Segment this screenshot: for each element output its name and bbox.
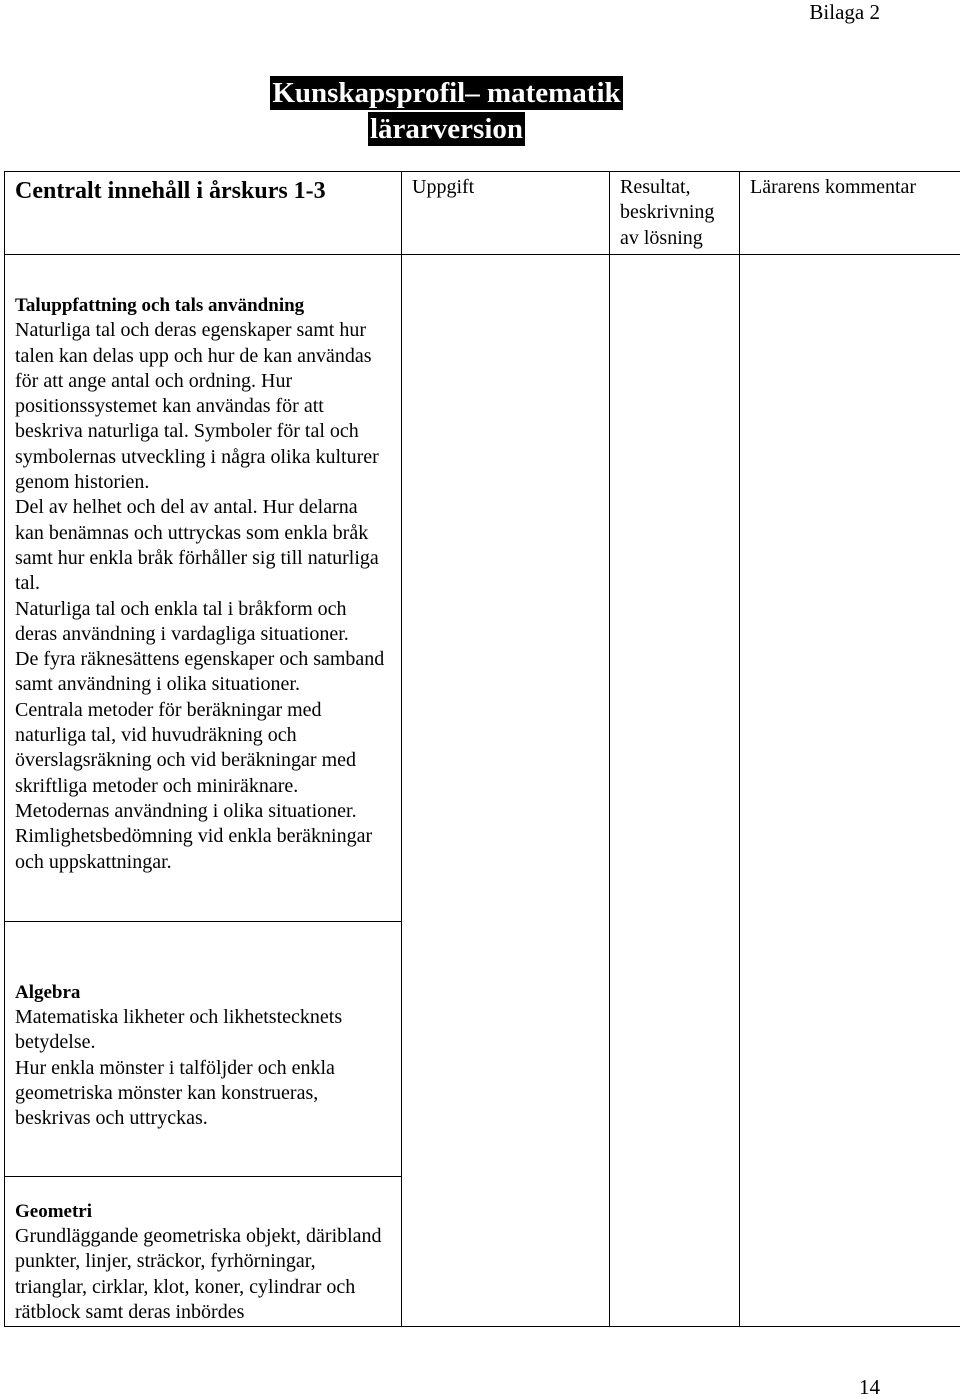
column-header-content: Centralt innehåll i årskurs 1-3 [5,172,402,255]
section-paragraph: Naturliga tal och enkla tal i bråkform och deras användning i vardagliga situationer. [15,597,391,648]
table-header-row [5,172,960,255]
column-header-comment: Lärarens kommentar [740,172,960,255]
column-header-result [610,172,740,255]
section-paragraph: Grundläggande geometriska objekt, däribland punkter, linjer, sträckor, fyrhörningar, trianglar, cirklar, klot, koner, cylindrar och rätblock samt deras inbördes [15,1224,391,1325]
section-paragraph: Matematiska likheter och likhetstecknets betydelse. [15,1005,391,1056]
section-title-number-sense: Taluppfattning och tals användning [15,293,391,318]
content-cell-algebra [5,921,402,1176]
column-header-task: Uppgift [402,172,610,255]
section-paragraph: Del av helhet och del av antal. Hur delarna kan benämnas och uttryckas som enkla bråk samt hur enkla bråk förhåller sig till naturliga tal. [15,495,391,596]
content-cell-geometry [5,1176,402,1326]
column-header-result-line-2: beskrivning [620,200,729,225]
section-paragraph: Hur enkla mönster i talföljder och enkla geometriska mönster kan konstrueras, beskrivas och uttryckas. [15,1056,391,1132]
annex-label: Bilaga 2 [809,0,880,24]
document-title [0,76,893,148]
column-header-result-line-3: av lösning [620,226,729,251]
title-line-2: lärarversion [368,112,525,146]
table-row-number-sense [5,255,960,922]
section-paragraph: Naturliga tal och deras egenskaper samt hur talen kan delas upp och hur de kan användas för att ange antal och ordning. Hur positionssystemet kan användas för att beskriva naturliga tal. Symboler för tal och symbolernas utveckling i några olika kulturer genom historien. [15,318,391,495]
section-title-algebra: Algebra [15,980,391,1005]
page-number: 14 [859,1375,880,1399]
content-cell-number-sense [5,255,402,922]
title-line-1: Kunskapsprofil– matematik [270,76,622,110]
knowledge-profile-table [4,171,960,1327]
section-paragraph: Rimlighetsbedömning vid enkla beräkningar och uppskattningar. [15,824,391,875]
column-header-result-line-1: Resultat, [620,175,729,200]
teacher-comment-cell[interactable] [740,255,960,1327]
result-cell[interactable] [610,255,740,1327]
task-cell[interactable] [402,255,610,1327]
section-paragraph: De fyra räknesättens egenskaper och samband samt användning i olika situationer. [15,647,391,698]
section-title-geometry: Geometri [15,1199,391,1224]
section-paragraph: Centrala metoder för beräkningar med naturliga tal, vid huvudräkning och överslagsräkning och vid beräkningar med skriftliga metoder och miniräknare. Metodernas användning i olika situationer. [15,698,391,824]
